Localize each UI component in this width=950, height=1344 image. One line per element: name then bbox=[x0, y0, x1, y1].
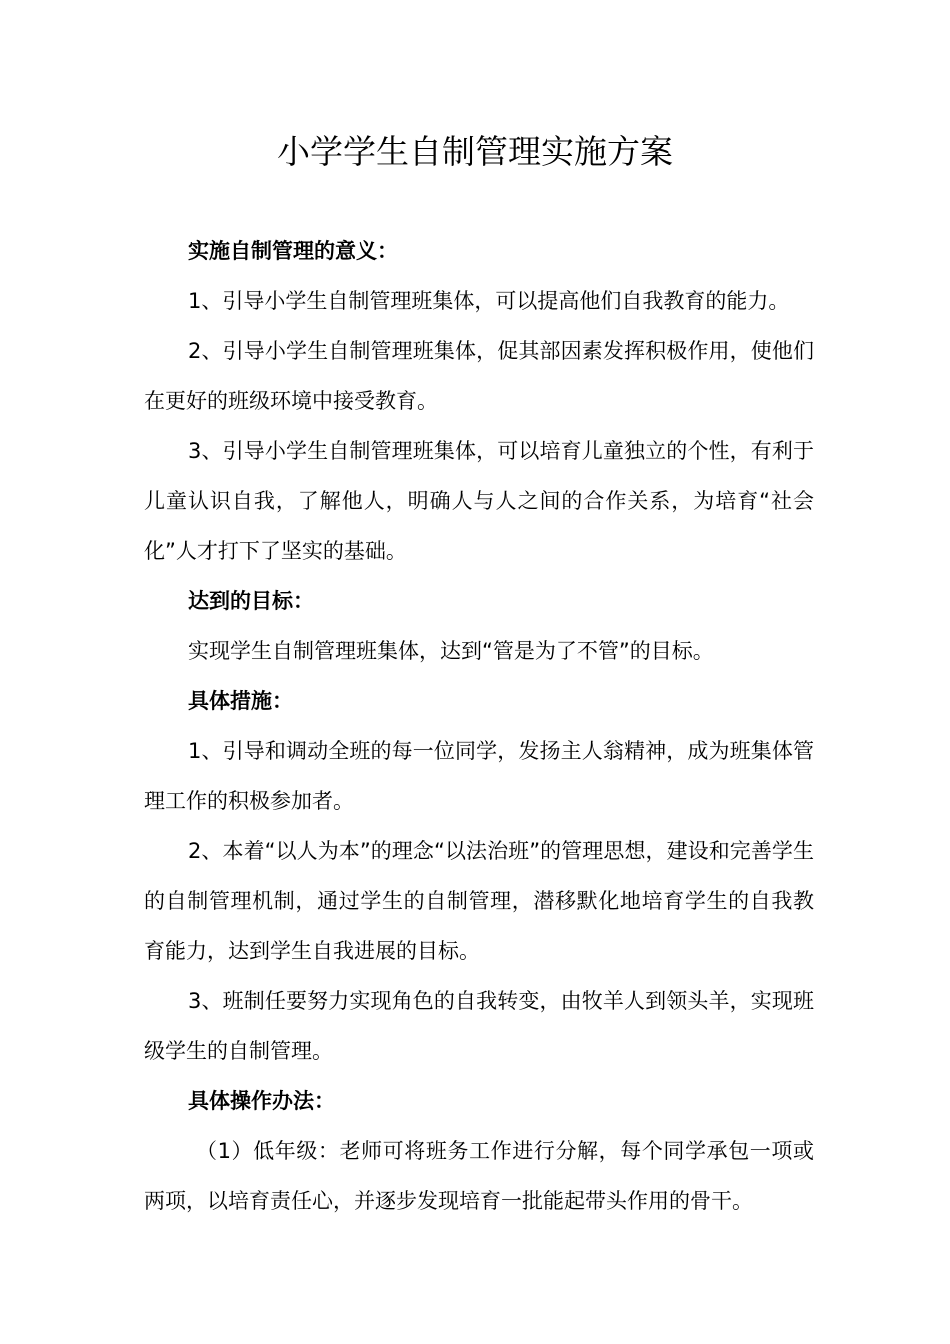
section-heading-measures: 具体措施： bbox=[188, 689, 293, 713]
paragraph: 3、引导小学生自制管理班集体，可以培育儿童独立的个性，有利于儿童认识自我，了解他人，明确人与人之间的合作关系，为培育“社会化”人才打下了坚实的基础。 bbox=[144, 439, 814, 563]
paragraph: 3、班制任要努力实现角色的自我转变，由牧羊人到领头羊，实现班级学生的自制管理。 bbox=[144, 989, 814, 1063]
paragraph: 实现学生自制管理班集体，达到“管是为了不管”的目标。 bbox=[188, 639, 714, 663]
document-title: 小学学生自制管理实施方案 bbox=[277, 132, 673, 171]
document-body bbox=[144, 226, 814, 1226]
paragraph: 1、引导小学生自制管理班集体，可以提高他们自我教育的能力。 bbox=[188, 289, 790, 313]
paragraph: 2、引导小学生自制管理班集体，促其部因素发挥积极作用，使他们在更好的班级环境中接受教育。 bbox=[144, 339, 814, 413]
section-heading-significance: 实施自制管理的意义： bbox=[188, 239, 398, 263]
section-heading-methods: 具体操作办法： bbox=[188, 1089, 335, 1113]
paragraph: 1、引导和调动全班的每一位同学，发扬主人翁精神，成为班集体管理工作的积极参加者。 bbox=[144, 739, 814, 813]
paragraph: （1）低年级：老师可将班务工作进行分解，每个同学承包一项或两项，以培育责任心，并逐步发现培育一批能起带头作用的骨干。 bbox=[144, 1139, 814, 1213]
paragraph: 2、本着“以人为本”的理念“以法治班”的管理思想，建设和完善学生的自制管理机制，通过学生的自制管理，潜移默化地培育学生的自我教育能力，达到学生自我进展的目标。 bbox=[144, 839, 814, 963]
section-heading-goal: 达到的目标： bbox=[188, 589, 314, 613]
